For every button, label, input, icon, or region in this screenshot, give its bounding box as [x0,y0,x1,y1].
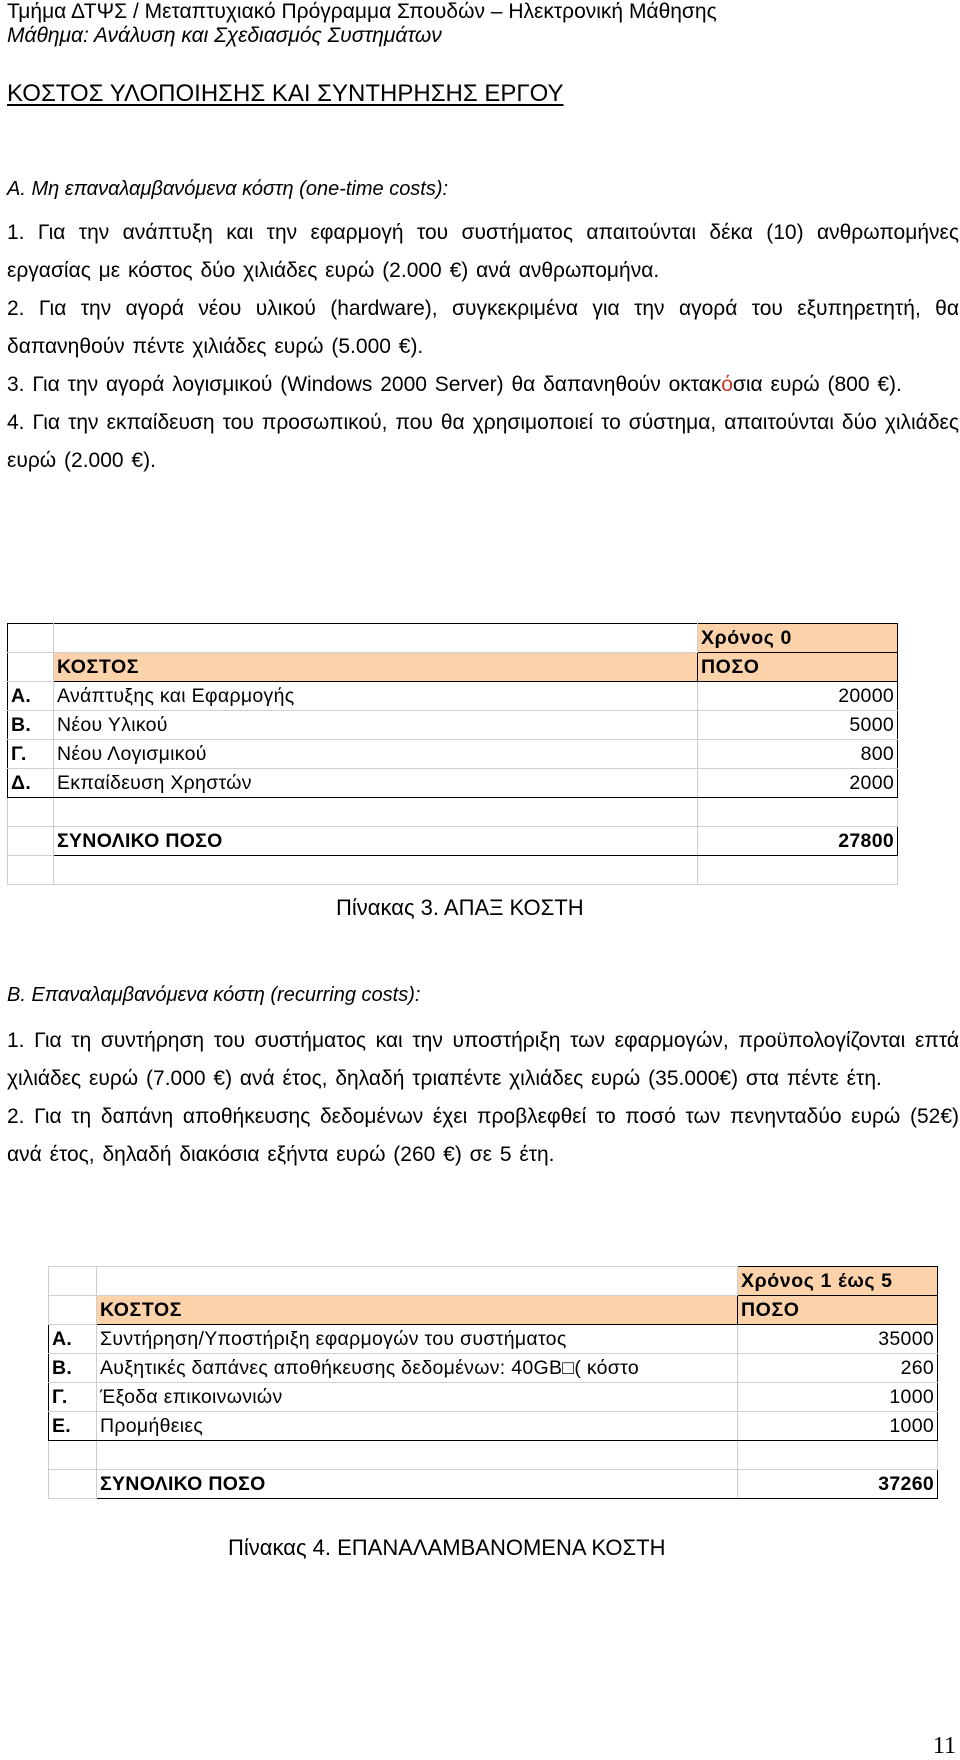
row-letter: Β. [8,711,54,740]
row-amount: 260 [738,1354,938,1383]
table3-total-amount: 27800 [698,827,898,856]
row-letter: Α. [49,1325,97,1354]
highlighted-letter: ό [721,373,733,396]
row-description: Νέου Λογισμικού [54,740,698,769]
section-a-paragraph-3 [7,366,959,404]
section-a-paragraph-3-start: 3. Για την αγορά λογισμικού (Windows 2000 Server) θα δαπανηθούν οκτακ [7,373,722,396]
table-row [8,769,898,798]
row-letter: Δ. [8,769,54,798]
table4-caption: Πίνακας 4. ΕΠΑΝΑΛΑΜΒΑΝΟΜΕΝΑ ΚΟΣΤΗ [228,1535,666,1560]
table3-amount-header: ΠΟΣΟ [698,653,898,682]
table-row [49,1354,938,1383]
table4-total-amount: 37260 [738,1470,938,1499]
row-letter: Γ. [8,740,54,769]
row-letter: Β. [49,1354,97,1383]
table3-total-row [8,827,898,856]
section-b-body [7,1022,959,1174]
table3-cost-header: ΚΟΣΤΟΣ [54,653,698,682]
section-b-paragraph-1: 1. Για τη συντήρηση του συστήματος και την υποστήριξη των εφαρμογών, προϋπολογίζονται επτά χιλιάδες ευρώ (7.000 €) ανά έτος, δηλαδή τριαπέντε χιλιάδες ευρώ (35.000€) στα πέντε έτη. [7,1029,959,1090]
table-row [8,740,898,769]
table3-total-label: ΣΥΝΟΛΙΚΟ ΠΟΣΟ [54,827,698,856]
section-a-paragraph-4: 4. Για την εκπαίδευση του προσωπικού, που θα χρησιμοποιεί το σύστημα, απαιτούνται δύο χιλιάδες ευρώ (2.000 €). [7,411,959,472]
table3-caption: Πίνακας 3. ΑΠΑΞ ΚΟΣΤΗ [336,895,584,920]
section-a-paragraph-3-end: σια ευρώ (800 €). [732,373,902,396]
table4-amount-header: ΠΟΣΟ [738,1296,938,1325]
row-description: Συντήρηση/Υποστήριξη εφαρμογών του συστήματος [97,1325,738,1354]
table-row [8,682,898,711]
row-amount: 35000 [738,1325,938,1354]
table4-total-label: ΣΥΝΟΛΙΚΟ ΠΟΣΟ [97,1470,738,1499]
section-a-heading: Α. Μη επαναλαμβανόμενα κόστη (one-time costs): [7,178,449,200]
section-a-paragraph-2: 2. Για την αγορά νέου υλικού (hardware), συγκεκριμένα για την αγορά του εξυπηρετητή, θα δαπανηθούν πέντε χιλιάδες ευρώ (5.000 €). [7,297,959,358]
table-row [8,711,898,740]
row-description: Προμήθειες [97,1412,738,1441]
row-letter: Ε. [49,1412,97,1441]
row-amount: 1000 [738,1412,938,1441]
table4-cost-header: ΚΟΣΤΟΣ [97,1296,738,1325]
table3-year-label: Χρόνος 0 [698,624,898,653]
table4-year-label: Χρόνος 1 έως 5 [738,1267,938,1296]
table-row [49,1412,938,1441]
table-one-time-costs [7,623,898,885]
header-subject-line: Μάθημα: Ανάλυση και Σχεδιασμός Συστημάτων [7,24,442,47]
page-number: 11 [932,1733,956,1759]
row-amount: 1000 [738,1383,938,1412]
row-description: Νέου Υλικού [54,711,698,740]
table-recurring-costs [48,1266,938,1499]
row-amount: 5000 [698,711,898,740]
row-amount: 20000 [698,682,898,711]
row-amount: 800 [698,740,898,769]
row-letter: Γ. [49,1383,97,1412]
row-amount: 2000 [698,769,898,798]
row-description: Εκπαίδευση Χρηστών [54,769,698,798]
document-title: ΚΟΣΤΟΣ ΥΛΟΠΟΙΗΣΗΣ ΚΑΙ ΣΥΝΤΗΡΗΣΗΣ ΕΡΓΟΥ [7,80,564,107]
row-description: Ανάπτυξης και Εφαρμογής [54,682,698,711]
section-a-paragraph-1: 1. Για την ανάπτυξη και την εφαρμογή του συστήματος απαιτούνται δέκα (10) ανθρωπομήνες εργασίας με κόστος δύο χιλιάδες ευρώ (2.000 €) ανά ανθρωπομήνα. [7,221,959,282]
row-letter: Α. [8,682,54,711]
table4-total-row [49,1470,938,1499]
row-description: Αυξητικές δαπάνες αποθήκευσης δεδομένων: 40GB□( κόστο [97,1354,738,1383]
table-row [49,1325,938,1354]
row-description: Έξοδα επικοινωνιών [97,1383,738,1412]
section-b-paragraph-2: 2. Για τη δαπάνη αποθήκευσης δεδομένων έχει προβλεφθεί το ποσό των πενηνταδύο ευρώ (52€) ανά έτος, δηλαδή διακόσια εξήντα ευρώ (260 €) σε 5 έτη. [7,1105,959,1166]
section-a-body [7,214,959,480]
header-course-line: Τμήμα ΔΤΨΣ / Μεταπτυχιακό Πρόγραμμα Σπουδών – Ηλεκτρονική Μάθησης [7,0,717,23]
table-row [49,1383,938,1412]
section-b-heading: Β. Επαναλαμβανόμενα κόστη (recurring costs): [7,984,421,1006]
